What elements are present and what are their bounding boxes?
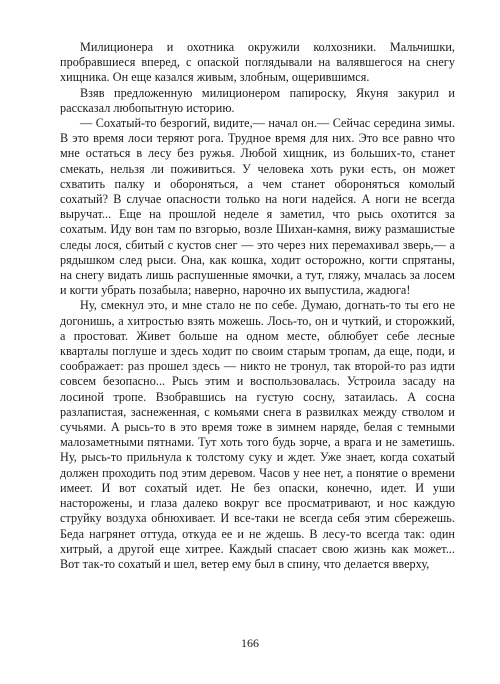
paragraph-1: Милиционера и охотника окружили колхозники. Мальчишки, пробравшиеся вперед, с опаской поглядывали на валявшегося на снегу хищника. Он еще казался живым, злобным, ощерившимся. [60,40,455,85]
paragraph-4: Ну, смекнул это, и мне стало не по себе. Думаю, догнать-то ты его не догонишь, а хитростью взять можешь. Лось-то, он и чуткий, и сторожкий, а простоват. Живет больше на одном месте, облюбует себе лесные кварталы поглуше и здесь ходит по своим старым тропам, да еще, поди, и соображает: раз прошел здесь — никто не тронул, так второй-то раз идти совсем безопасно... Рысь этим и воспользовалась. Устроила засаду на лосиной тропе. Взобравшись на густую сосну, затаилась. А сосна разлапистая, заснеженная, с комьями снега в развилках между стволом и сучьями. А рысь-то в это время тоже в зимнем наряде, белая с темными малозаметными пятнами. Тут хоть того будь зорче, а врага и не заметишь. Ну, рысь-то прильнула к толстому суку и ждет. Уже знает, когда сохатый должен проходить под этим деревом. Часов у нее нет, а понятие о времени имеет. И вот сохатый идет. Не без опаски, конечно, идет. И уши насторожены, и глаза далеко вокруг все просматривают, и нос каждую струйку воздуха обнюхивает. И все-таки не всегда себя этим сбережешь. Беда нагрянет оттуда, откуда ее и не ждешь. В лесу-то всегда так: один хитрый, а другой еще хитрее. Каждый спасает свою жизнь как может... Вот так-то сохатый и шел, ветер ему был в спину, что делается вверху, [60,298,455,571]
page-number: 166 [241,636,259,650]
page-body [60,40,455,572]
paragraph-3: — Сохатый-то безрогий, видите,— начал он.— Сейчас середина зимы. В это время лоси теряют рога. Трудное время для них. Это все равно что мне остаться в лесу без ружья. Любой хищник, из больших-то, станет смекать, нельзя ли поживиться. У человека хоть руки есть, он может схватить палку и обороняться, а чем станет обороняться комолый сохатый? В случае опасности только на ноги надейся. А ноги не всегда выручат... Еще на прошлой неделе я заметил, что рысь охотится за сохатым. Иду вон там по взгорью, возле Шихан-камня, вижу размашистые следы лося, сбитый с кустов снег — это через них перемахивал зверь,— а рядышком след рыси. Она, как кошка, ходит осторожно, когти спрятаны, на снегу видать лишь распушенные ямочки, а тут, гляжу, мчалась за лосем и когти убрать позабыла; наверно, нарочно их выпустила, жадюга! [60,116,455,298]
paragraph-2: Взяв предложенную милиционером папироску, Якуня закурил и рассказал любопытную историю. [60,85,455,115]
